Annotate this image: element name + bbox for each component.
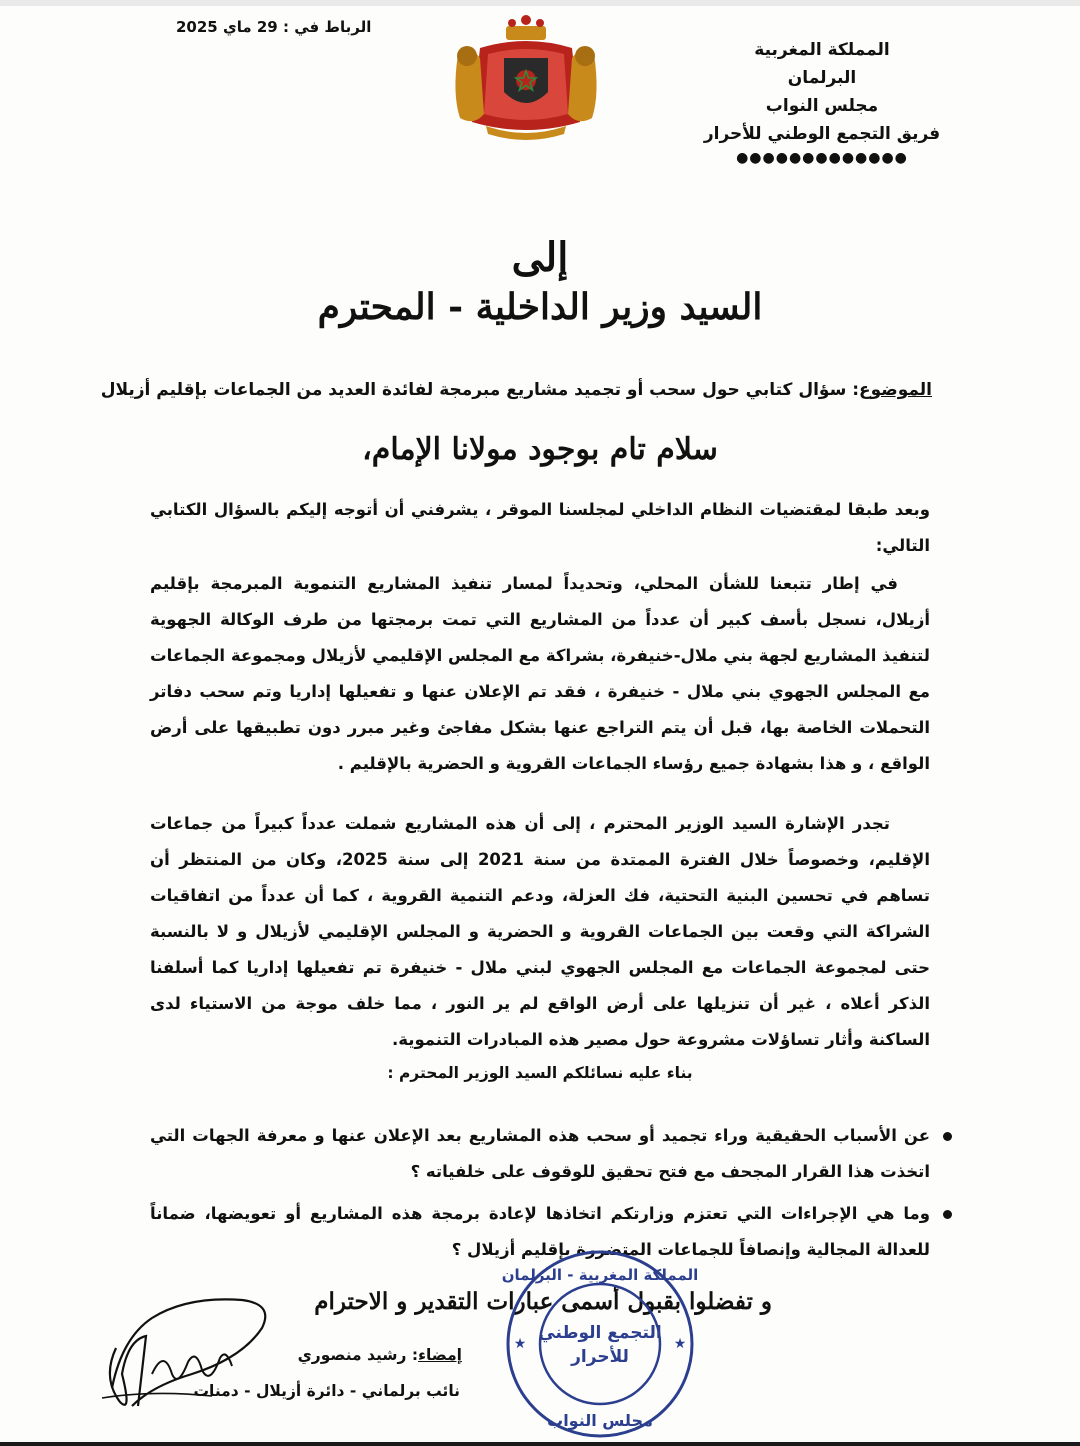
org-line-parliament: البرلمان [787, 68, 857, 88]
moroccan-coat-of-arms-emblem [440, 14, 612, 146]
handwritten-signature [92, 1278, 282, 1428]
scan-bottom-edge [0, 1442, 1080, 1446]
closing-salutation: و تفضلوا بقبول أسمى عبارات التقدير و الاحترام [314, 1288, 772, 1315]
org-line-kingdom: المملكة المغربية [754, 40, 890, 60]
org-line-house: مجلس النواب [765, 96, 879, 116]
subject-text: : سؤال كتابي حول سحب أو تجميد مشاريع مبرمجة لفائدة العديد من الجماعات بإقليم أزيلال [100, 380, 860, 400]
stamp-outer-text: المملكة المغربية - البرلمان [501, 1266, 699, 1284]
crown-icon [506, 15, 546, 40]
question-intro: بناء عليه نسائلكم السيد الوزير المحترم : [387, 1064, 693, 1082]
context-paragraph: في إطار تتبعنا للشأن المحلي، وتحديداً لمسار تنفيذ المشاريع التنموية المبرمجة بإقليم أزيلال، نسجل بأسف كبير أن عدداً من المشاريع التي تمت برمجتها من طرف الوكالة الجهوية لتنفيذ المشاريع لجهة بني ملال-خنيفرة، بشراكة مع المجلس الإقليمي لأزيلال ومجموعة الجماعات مع المجلس الجهوي بني ملال - خنيفرة ، فقد تم الإعلان عنها و تفعيلها إداريا وتم سحب دفاتر التحملات الخاصة بها، قبل أن يتم التراجع عنها بشكل مفاجئ وغير مبرر دون تطبيقها على أرض الواقع ، و هذا بشهادة جميع رؤساء الجماعات القروية و الحضرية بالإقليم . [150, 574, 930, 773]
sender-organization [692, 36, 952, 168]
scan-top-edge [0, 0, 1080, 6]
question-item [150, 1118, 930, 1190]
bullet-icon [943, 1132, 952, 1141]
org-line-group: فريق التجمع الوطني للأحرار [703, 124, 941, 144]
recipient-to: إلى [511, 234, 569, 281]
official-stamp [500, 1244, 700, 1444]
subject-line [100, 380, 932, 400]
stamp-inner-line-2: للأحرار [571, 1347, 629, 1367]
stamp-inner-line-1: التجمع الوطني [538, 1323, 662, 1343]
question-text: وما هي الإجراءات التي تعتزم وزارتكم اتخاذها لإعادة برمجة هذه المشاريع أو تعويضها، ضماناً للعدالة المجالية وإنصافاً للجماعات المتضررة بإقليم أزيلال ؟ [150, 1204, 930, 1259]
recipient-title: السيد وزير الداخلية - المحترم [317, 286, 763, 328]
stamp-star-icon: ★ [513, 1336, 527, 1352]
question-text: عن الأسباب الحقيقية وراء تجميد أو سحب هذه المشاريع بعد الإعلان عنها و معرفة الجهات التي اتخذت هذا القرار المجحف مع فتح تحقيق للوقوف على خلفياته ؟ [150, 1126, 930, 1181]
details-paragraph: تجدر الإشارة السيد الوزير المحترم ، إلى أن هذه المشاريع شملت عدداً كبيراً من جماعات الإقليم، وخصوصاً خلال الفترة الممتدة من سنة 2021 إلى سنة 2025، وكان من المنتظر أن تساهم في تحسين البنية التحتية، فك العزلة، ودعم التنمية القروية ، كما أن عدداً من اتفاقيات الشراكة التي وقعت بين الجماعات القروية و الحضرية و المجلس الإقليمي لأزيلال و لا بالنسبة حتى لمجموعة الجماعات مع المجلس الجهوي لبني ملال - خنيفرة تم تفعيلها إداريا كما أسلفنا الذكر أعلاه ، غير أن تنزيلها على أرض الواقع لم ير النور ، مما خلف موجة من الاستياء لدى الساكنة وأثار تساؤلات مشروعة حول مصير هذه المبادرات التنموية. [150, 814, 930, 1049]
letter-date: الرباط في : 29 ماي 2025 [176, 18, 372, 36]
signer-role: نائب برلماني - دائرة أزيلال - دمنات [193, 1382, 460, 1400]
signer-name: : رشيد منصوري [297, 1346, 419, 1364]
intro-paragraph: وبعد طبقا لمقتضيات النظام الداخلي لمجلسنا الموقر ، يشرفني أن أتوجه إليكم بالسؤال الكتابي التالي: [150, 500, 930, 555]
subject-label: الموضوع [859, 380, 932, 400]
bullet-icon [943, 1210, 952, 1219]
greeting: سلام تام بوجود مولانا الإمام، [362, 432, 718, 467]
header-dot-separator: ●●●●●●●●●●●●● [736, 150, 908, 166]
stamp-bottom-text: مجلس النواب [547, 1411, 653, 1430]
signature-label: إمضاء [418, 1346, 462, 1364]
stamp-star-icon: ★ [673, 1336, 687, 1352]
